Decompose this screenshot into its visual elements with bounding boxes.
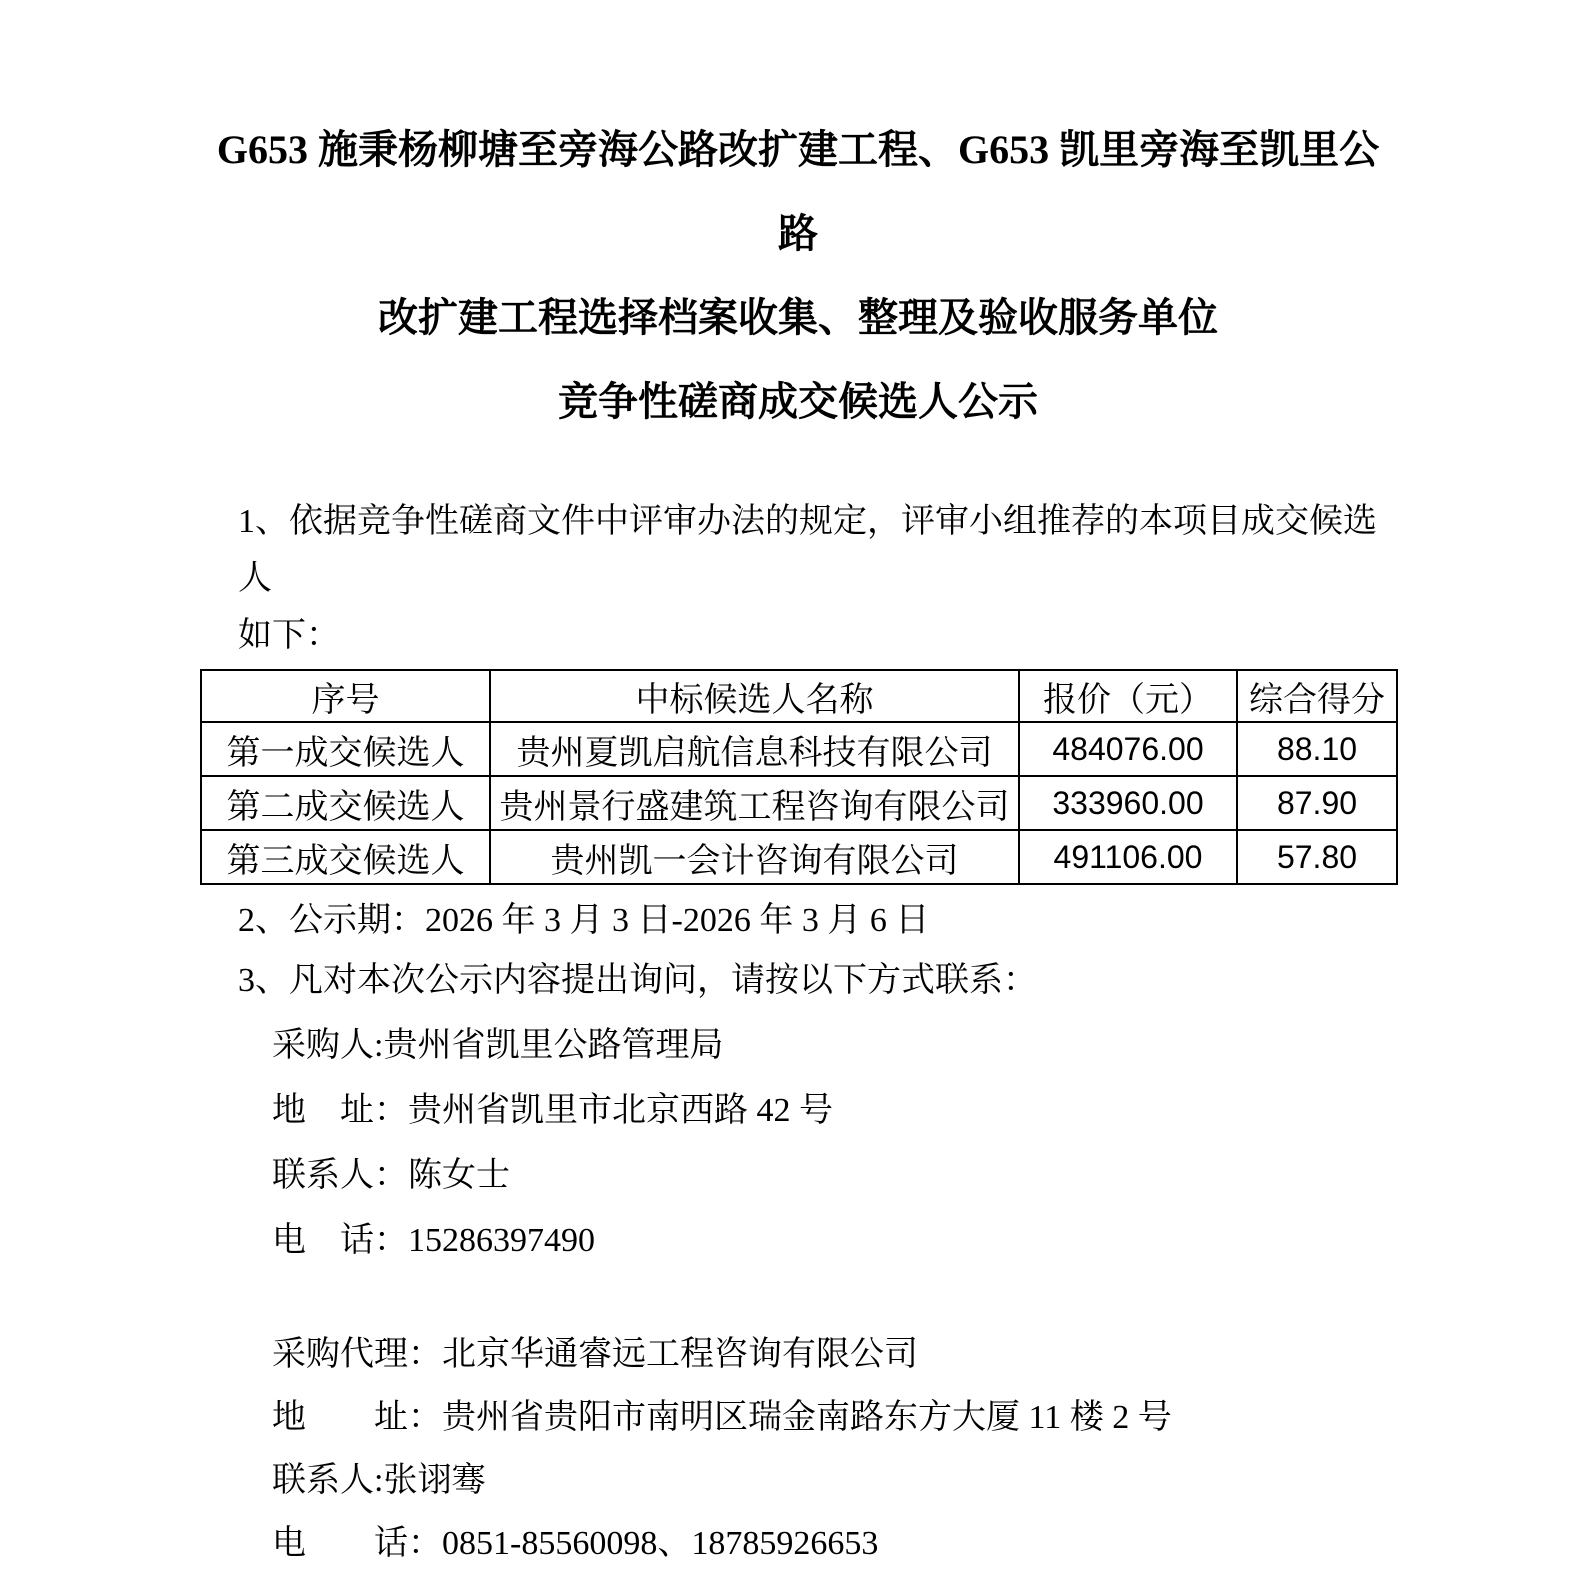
cell-candidate-name: 贵州凯一会计咨询有限公司 <box>490 830 1019 884</box>
table-row <box>201 722 1397 776</box>
cell-candidate-name: 贵州夏凯启航信息科技有限公司 <box>490 722 1019 776</box>
agent-phone-line: 电 话：0851-85560098、18785926653 <box>272 1525 879 1562</box>
cell-candidate-name: 贵州景行盛建筑工程咨询有限公司 <box>490 776 1019 830</box>
cell-score: 88.10 <box>1237 722 1397 776</box>
purchaser-phone-line: 电 话：15286397490 <box>272 1222 595 1259</box>
cell-price: 484076.00 <box>1019 722 1237 776</box>
inquiry-note: 3、凡对本次公示内容提出询问，请按以下方式联系： <box>238 962 1037 999</box>
cell-rank: 第一成交候选人 <box>201 722 490 776</box>
intro-line-2: 如下： <box>238 617 340 654</box>
table-row <box>201 776 1397 830</box>
cell-rank: 第二成交候选人 <box>201 776 490 830</box>
agent-address-line: 地 址：贵州省贵阳市南明区瑞金南路东方大厦 11 楼 2 号 <box>272 1399 1172 1436</box>
agent-name-line: 采购代理：北京华通睿远工程咨询有限公司 <box>272 1336 918 1373</box>
table-header-row <box>201 670 1397 722</box>
purchaser-contact-block <box>200 1013 1396 1273</box>
title-line-3: 竞争性磋商成交候选人公示 <box>558 379 1038 424</box>
title-line-2: 改扩建工程选择档案收集、整理及验收服务单位 <box>378 295 1218 340</box>
table-row <box>201 830 1397 884</box>
cell-rank: 第三成交候选人 <box>201 830 490 884</box>
header-candidate-name: 中标候选人名称 <box>490 670 1019 722</box>
document-title <box>200 108 1396 444</box>
purchaser-contact-person-line: 联系人：陈女士 <box>272 1157 510 1194</box>
title-line-1: G653 施秉杨柳塘至旁海公路改扩建工程、G653 凯里旁海至凯里公路 <box>216 127 1380 256</box>
purchaser-address-line: 地 址：贵州省凯里市北京西路 42 号 <box>272 1092 833 1129</box>
publicity-period-note: 2、公示期：2026 年 3 月 3 日-2026 年 3 月 6 日 <box>238 902 930 939</box>
purchaser-name-line: 采购人:贵州省凯里公路管理局 <box>272 1027 724 1064</box>
header-score: 综合得分 <box>1237 670 1397 722</box>
intro-paragraph <box>200 493 1396 664</box>
candidates-table <box>200 669 1398 885</box>
cell-score: 57.80 <box>1237 830 1397 884</box>
cell-price: 333960.00 <box>1019 776 1237 830</box>
cell-price: 491106.00 <box>1019 830 1237 884</box>
agent-contact-block <box>200 1323 1396 1575</box>
agent-contact-person-line: 联系人:张诩骞 <box>272 1462 486 1499</box>
header-rank: 序号 <box>201 670 490 722</box>
header-price: 报价（元） <box>1019 670 1237 722</box>
intro-line-1: 1、依据竞争性磋商文件中评审办法的规定，评审小组推荐的本项目成交候选人 <box>238 503 1377 597</box>
cell-score: 87.90 <box>1237 776 1397 830</box>
